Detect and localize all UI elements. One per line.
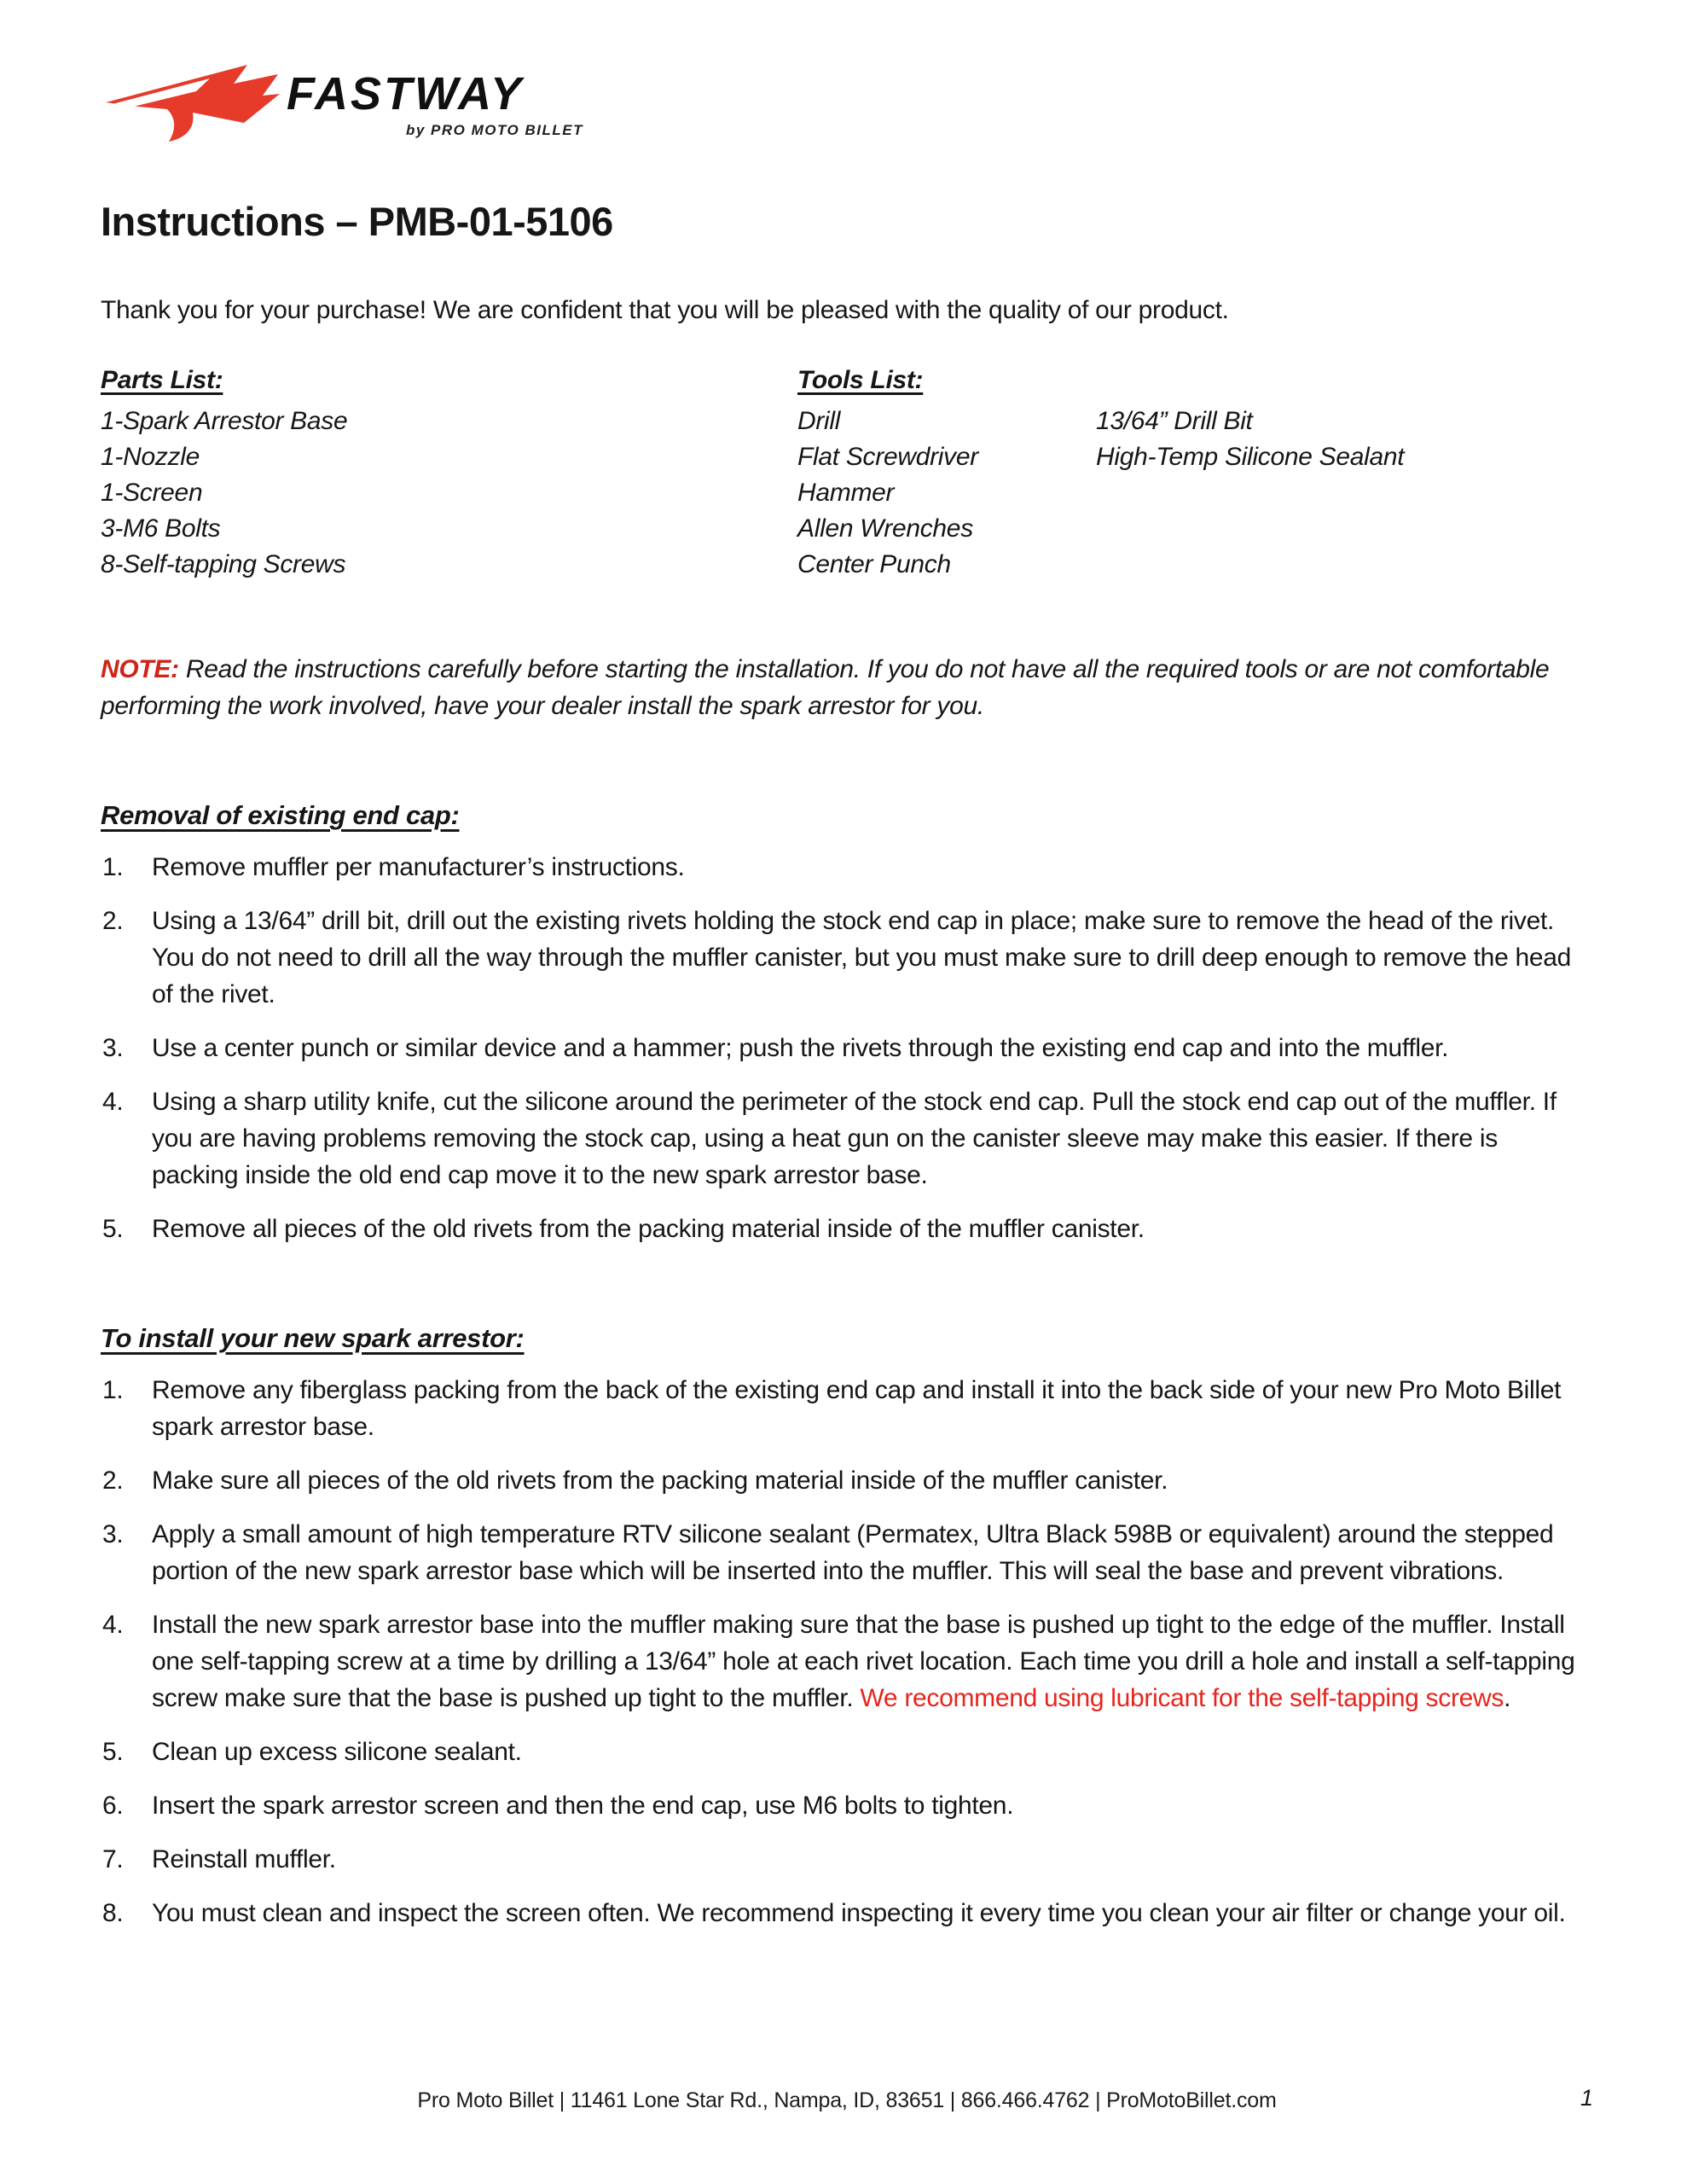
install-step: Apply a small amount of high temperature RTV silicone sealant (Permatex, Ultra Black 598B or equivalent) around the stepped portion of the new spark arrestor base which will be inserted into the muffler. This will seal the base and prevent vibrations.: [152, 1519, 1554, 1585]
list-item: Flat Screwdriver: [797, 442, 978, 471]
install-step: Insert the spark arrestor screen and then the end cap, use M6 bolts to tighten.: [152, 1791, 1014, 1820]
removal-steps-list: [101, 849, 1586, 1247]
install-step: Clean up excess silicone sealant.: [152, 1737, 522, 1766]
parts-tools-row: [101, 363, 1586, 583]
install-step-highlight: We recommend using lubricant for the self-tapping screws: [860, 1683, 1504, 1712]
tools-list: [797, 363, 1586, 583]
install-step: Make sure all pieces of the old rivets from the packing material inside of the muffler canister.: [152, 1466, 1168, 1495]
list-item: Hammer: [797, 478, 895, 507]
install-step: Remove any fiberglass packing from the back of the existing end cap and install it into the back side of your new Pro Moto Billet spark arrestor base.: [152, 1375, 1562, 1441]
list-item: 1-Screen: [101, 478, 203, 507]
note-label: NOTE:: [101, 654, 179, 683]
page-footer: [101, 2085, 1593, 2117]
page-number: 1: [1580, 2085, 1593, 2111]
list-item: High-Temp Silicone Sealant: [1096, 442, 1405, 471]
fastway-logo-svg: [101, 60, 595, 142]
tools-list-col2: [1096, 404, 1586, 583]
install-section-heading: To install your new spark arrestor:: [101, 1322, 525, 1353]
tools-list-col1: [797, 404, 1096, 583]
parts-list: [101, 363, 797, 583]
parts-list-heading: Parts List:: [101, 365, 223, 394]
fastway-brand-text: FASTWAY: [287, 68, 525, 119]
intro-text: Thank you for your purchase! We are confident that you will be pleased with the quality of our product.: [101, 295, 1229, 324]
fastway-logo: [101, 60, 1586, 142]
install-step: [101, 1606, 1586, 1716]
list-item: 8-Self-tapping Screws: [101, 549, 346, 578]
footer-contact-info: Pro Moto Billet | 11461 Lone Star Rd., Nampa, ID, 83651 | 866.466.4762 | ProMotoBillet.com: [417, 2088, 1277, 2112]
list-item: 1-Spark Arrestor Base: [101, 406, 348, 435]
list-item: 13/64” Drill Bit: [1096, 406, 1253, 435]
page-title: Instructions – PMB-01-5106: [101, 199, 613, 244]
note-paragraph: [101, 651, 1586, 724]
install-step-text: .: [1504, 1683, 1511, 1712]
removal-section-heading: Removal of existing end cap:: [101, 799, 460, 830]
tools-list-heading: Tools List:: [797, 365, 924, 394]
note-text: Read the instructions carefully before starting the installation. If you do not have all the required tools or are not comfortable performing the work involved, have your dealer install the spark arrestor for you.: [101, 654, 1550, 720]
removal-step: Use a center punch or similar device and a hammer; push the rivets through the existing end cap and into the muffler.: [152, 1033, 1449, 1062]
install-step-text: Install the new spark arrestor base into the muffler making sure that the base is pushed up tight to the edge of the muffler. Install one self-tapping screw at a time by drilling a 13/64” hole at each rivet location. Each time you drill a hole and install a self-tapping screw make sure that the base is pushed up tight to the muffler.: [152, 1610, 1575, 1712]
list-item: 1-Nozzle: [101, 442, 200, 471]
removal-step: Remove all pieces of the old rivets from the packing material inside of the muffler canister.: [152, 1214, 1145, 1243]
install-step: Reinstall muffler.: [152, 1844, 336, 1873]
list-item: Center Punch: [797, 549, 951, 578]
install-steps-list: [101, 1372, 1586, 1931]
removal-step: Using a 13/64” drill bit, drill out the existing rivets holding the stock end cap in place; make sure to remove the head of the rivet. You do not need to drill all the way through the muffler canister, but you must make sure to drill deep enough to remove the head of the rivet.: [152, 906, 1572, 1008]
list-item: Drill: [797, 406, 841, 435]
tools-columns: [797, 398, 1586, 583]
parts-list-items: [101, 404, 797, 583]
list-item: Allen Wrenches: [797, 514, 973, 543]
removal-step: Using a sharp utility knife, cut the silicone around the perimeter of the stock end cap. Pull the stock end cap out of the muffler. If you are having problems removing the stock cap, using a heat gun on the canister sleeve may make this easier. If there is packing inside the old end cap move it to the new spark arrestor base.: [152, 1087, 1557, 1189]
install-step: You must clean and inspect the screen often. We recommend inspecting it every time you clean your air filter or change your oil.: [152, 1898, 1566, 1927]
list-item: 3-M6 Bolts: [101, 514, 221, 543]
fastway-byline-text: by PRO MOTO BILLET: [405, 122, 583, 138]
removal-step: Remove muffler per manufacturer’s instructions.: [152, 852, 685, 881]
